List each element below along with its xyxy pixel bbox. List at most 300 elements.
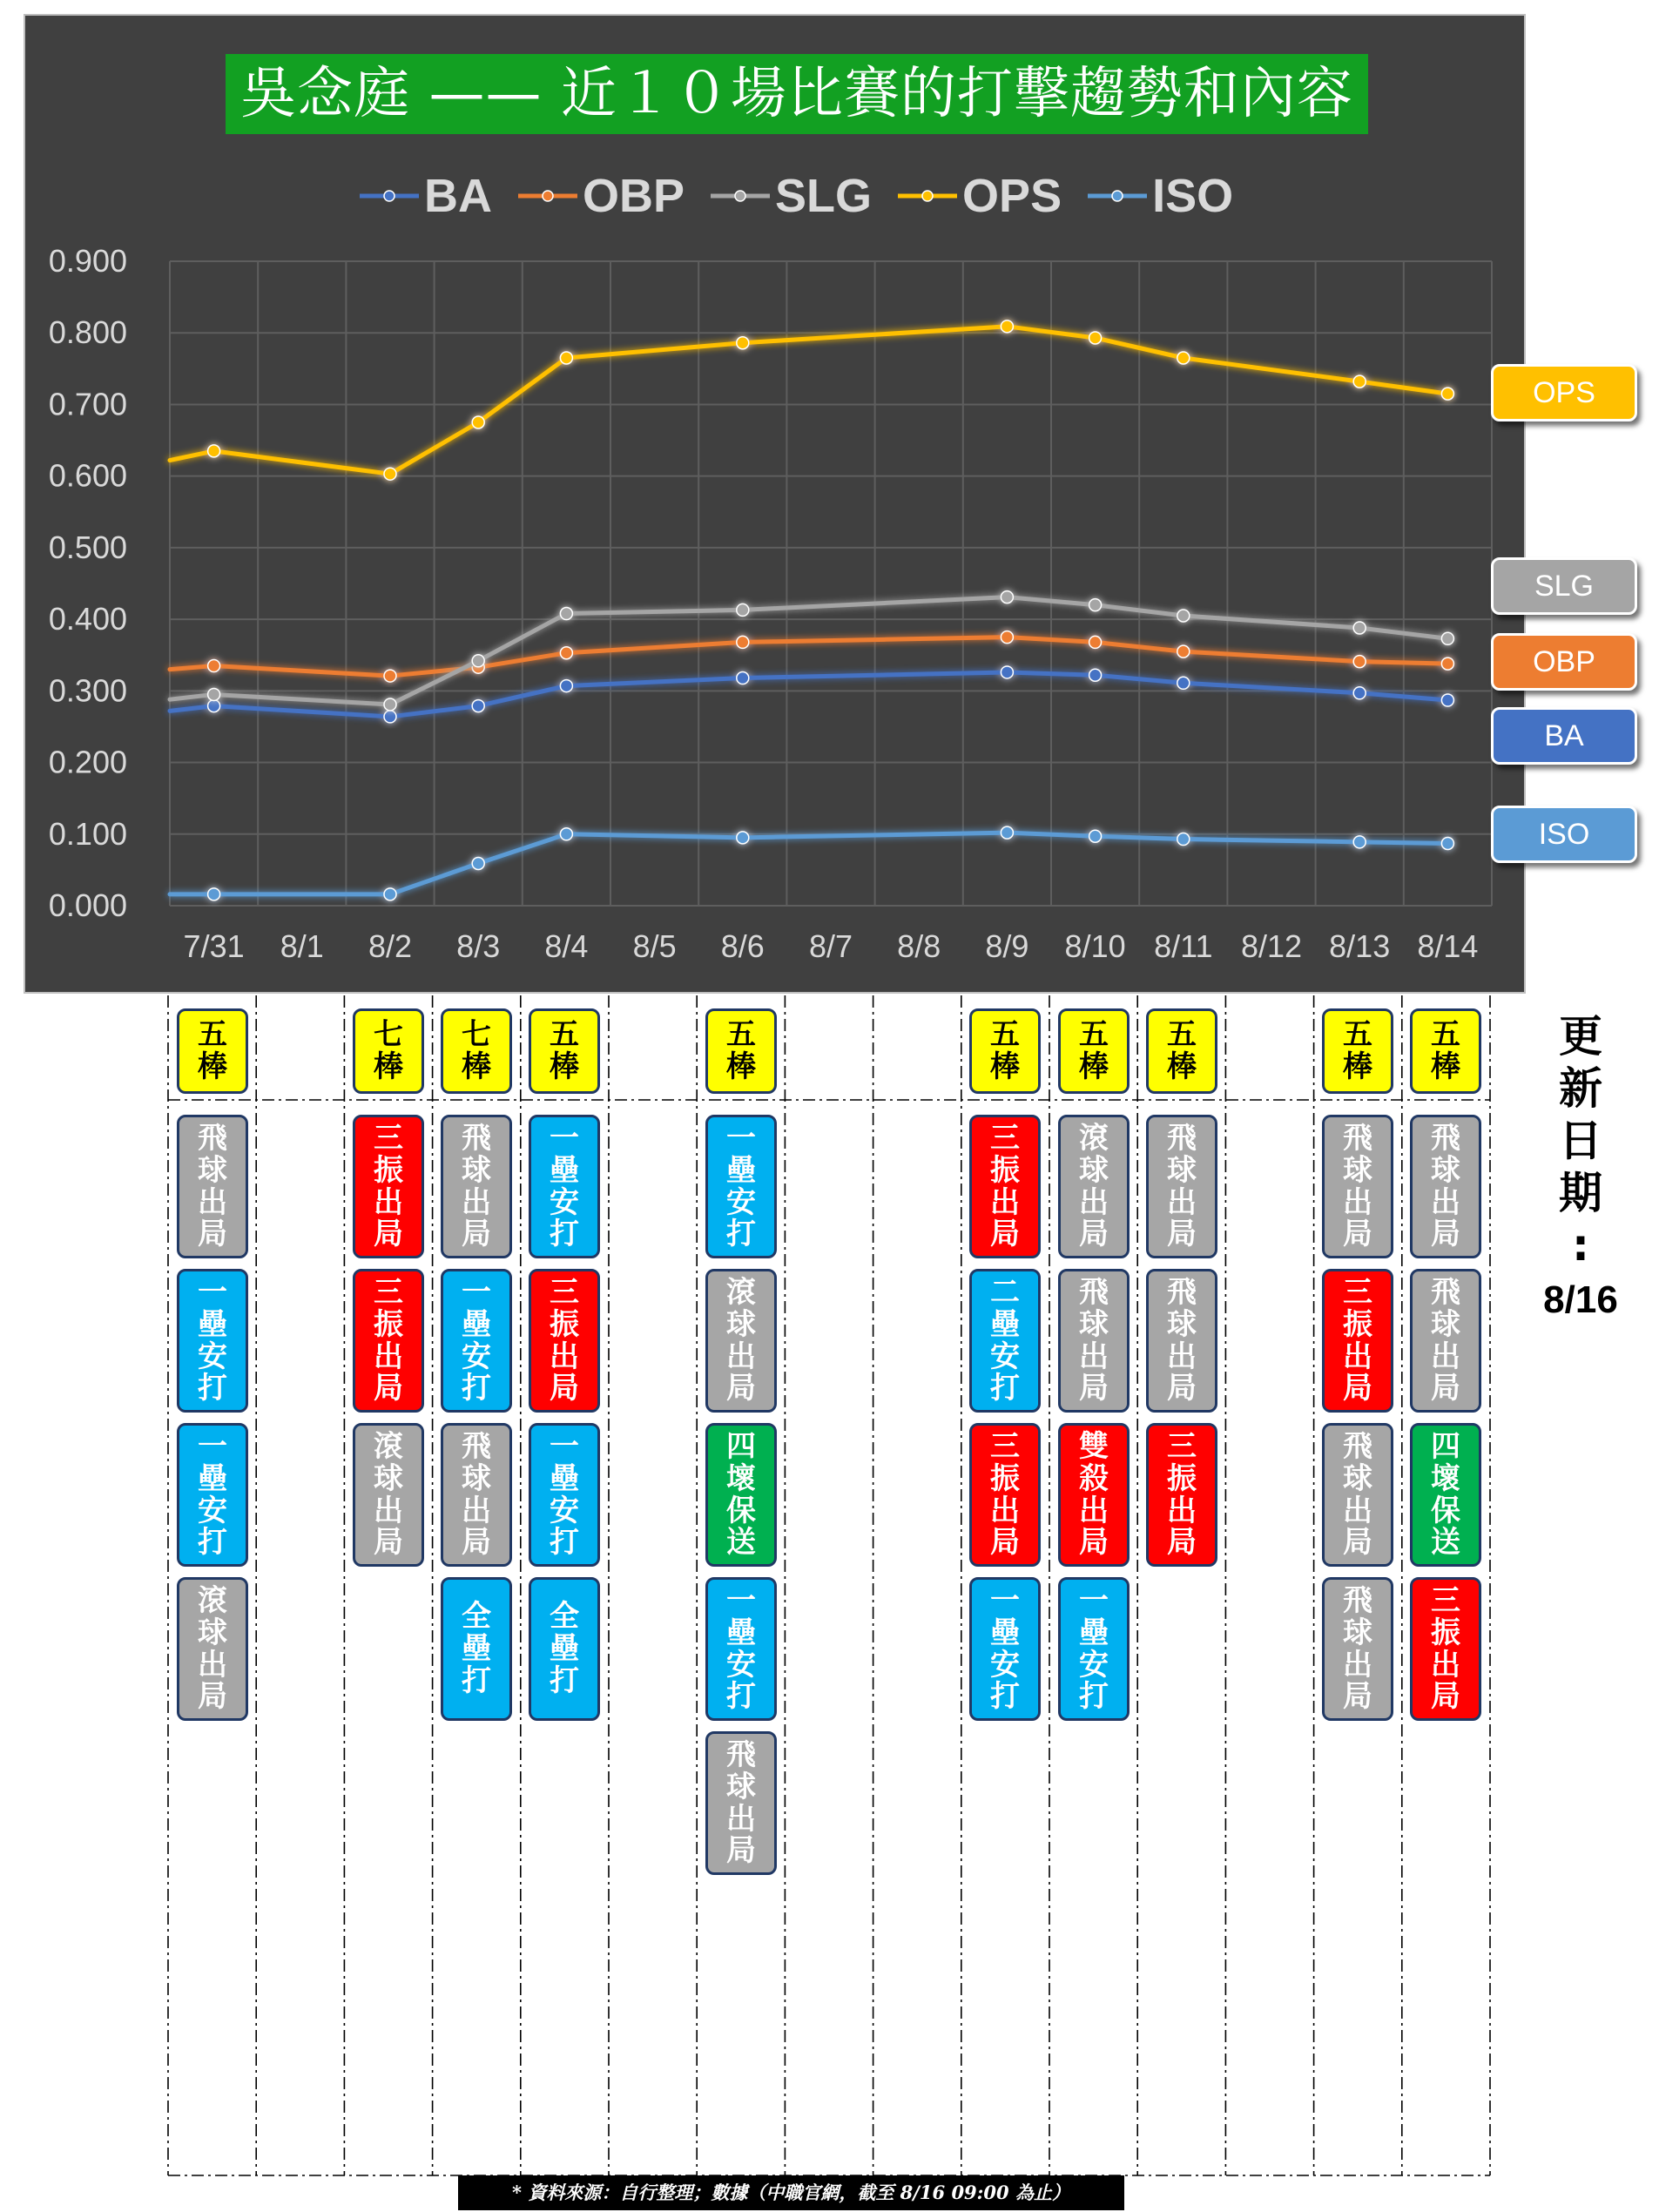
x-tick-label: 8/11 [1154,928,1213,964]
glyph: 一 [198,1429,227,1465]
glyph: 球 [726,1306,756,1342]
glyph: 打 [726,1679,756,1715]
legend-swatch [894,187,961,205]
glyph: 滾 [1079,1121,1109,1157]
at-bat-result [177,1577,248,1721]
glyph: 一 [1079,1583,1109,1619]
glyph: 二 [990,1275,1020,1311]
glyph: 滾 [726,1275,756,1311]
glyph: 飛 [1431,1121,1460,1157]
glyph: 局 [462,1217,491,1252]
series-line-ops [170,327,1447,474]
series-line-obp [170,637,1447,676]
data-point [737,636,749,648]
glyph: 五 [550,1017,579,1053]
glyph: 三 [1167,1429,1197,1465]
glyph: 球 [1431,1306,1460,1342]
glyph: 五 [1343,1017,1372,1053]
glyph: 出 [462,1184,491,1220]
end-label-ba: BA [1491,707,1637,765]
glyph: 打 [198,1525,227,1561]
glyph: 出 [198,1647,227,1683]
legend-swatch [515,187,581,205]
glyph: 局 [198,1217,227,1252]
glyph: 局 [990,1217,1020,1252]
glyph: 壘 [1079,1615,1109,1650]
legend-item-ops [894,169,1062,223]
x-tick-label: 8/3 [456,928,501,964]
data-point [208,700,220,712]
glyph: 送 [1431,1525,1460,1561]
legend-swatch [356,187,422,205]
glyph: 打 [1079,1679,1109,1715]
data-point [384,711,396,723]
glyph: 飛 [462,1429,491,1465]
at-bat-result [1146,1115,1217,1258]
glyph: 局 [1167,1371,1197,1406]
data-point [1089,332,1102,344]
glyph: 打 [990,1679,1020,1715]
at-bat-result [353,1423,424,1567]
at-bat-result [705,1577,777,1721]
glyph: 出 [1343,1184,1372,1220]
glyph: 棒 [990,1049,1020,1084]
series-ops [170,320,1453,480]
glyph: 局 [374,1371,403,1406]
glyph: 出 [374,1493,403,1528]
glyph: 三 [990,1121,1020,1157]
legend-item-slg [707,169,872,223]
data-point [1441,658,1453,670]
glyph: 棒 [198,1049,227,1084]
end-label-slg: SLG [1491,557,1637,615]
glyph: 滾 [198,1583,227,1619]
chart-panel [24,14,1526,994]
end-label-obp: OBP [1491,633,1637,691]
end-label-ops: OPS [1491,364,1637,421]
y-tick-label: 0.100 [48,815,127,852]
legend-swatch [707,187,773,205]
glyph: 局 [1343,1525,1372,1561]
data-point [737,337,749,349]
glyph: 棒 [462,1049,491,1084]
glyph: 打 [990,1371,1020,1406]
batting-slot-badge [529,1008,600,1094]
x-tick-label: 8/8 [897,928,941,964]
glyph: 三 [374,1275,403,1311]
glyph: 局 [374,1525,403,1561]
at-bat-result [705,1423,777,1567]
glyph: 七 [374,1017,403,1053]
at-bat-result [1058,1115,1130,1258]
at-bat-result [1410,1423,1481,1567]
at-bat-result [353,1115,424,1258]
glyph: 局 [1079,1371,1109,1406]
at-bat-result [1410,1115,1481,1258]
batting-slot-badge [1058,1008,1130,1094]
glyph: 出 [1167,1184,1197,1220]
glyph: 振 [374,1152,403,1188]
data-point [1001,320,1013,333]
glyph: 球 [1343,1152,1372,1188]
glyph: 球 [1167,1306,1197,1342]
glyph: 出 [1167,1493,1197,1528]
glyph: 局 [1343,1371,1372,1406]
glyph: 飛 [1431,1275,1460,1311]
glyph: 四 [726,1429,756,1465]
data-point [560,608,572,620]
glyph: 球 [1079,1306,1109,1342]
glyph: 飛 [462,1121,491,1157]
glyph: 滾 [374,1429,403,1465]
legend-swatch [1084,187,1150,205]
glyph: 局 [374,1217,403,1252]
glyph: 局 [550,1371,579,1406]
x-tick-label: 8/1 [280,928,324,964]
legend-label: BA [424,170,492,222]
batting-slot-badge [705,1008,777,1094]
series-line-ba [170,672,1447,717]
x-tick-label: 7/31 [183,928,245,964]
glyph: 安 [550,1493,579,1528]
legend-item-ba [356,169,492,223]
at-bat-result [529,1423,600,1567]
series-line-iso [170,833,1447,894]
glyph: 四 [1431,1429,1460,1465]
glyph: 五 [198,1017,227,1053]
data-point [208,445,220,457]
glyph: 振 [990,1152,1020,1188]
at-bat-result [705,1115,777,1258]
glyph: 棒 [1343,1049,1372,1084]
at-bat-result [969,1115,1041,1258]
glyph: 三 [990,1429,1020,1465]
glyph: 棒 [1079,1049,1109,1084]
glyph: 壞 [726,1460,756,1496]
at-bat-result [441,1115,512,1258]
at-bat-result [705,1731,777,1875]
data-point [1177,352,1190,364]
glyph: 球 [1343,1615,1372,1650]
data-point [472,416,484,428]
legend-label: SLG [775,170,873,222]
at-bat-result [969,1423,1041,1567]
glyph: 局 [1167,1525,1197,1561]
glyph: 出 [726,1339,756,1374]
batting-slot-badge [969,1008,1041,1094]
glyph: 振 [1167,1460,1197,1496]
glyph: 出 [1079,1184,1109,1220]
x-tick-label: 8/5 [632,928,677,964]
glyph: 一 [990,1583,1020,1619]
glyph: 局 [1343,1679,1372,1715]
glyph: 壘 [550,1152,579,1188]
batting-slot-badge [1146,1008,1217,1094]
glyph: 出 [1343,1493,1372,1528]
y-tick-label: 0.600 [48,457,127,494]
legend-item-iso [1084,169,1233,223]
at-bat-result [353,1269,424,1413]
glyph: 打 [550,1525,579,1561]
source-note: * 資料來源：自行整理；數據（中職官網，截至 8/16 09:00 為止） [458,2175,1124,2210]
glyph: 壘 [462,1631,491,1667]
data-point [208,688,220,700]
glyph: 保 [1431,1493,1460,1528]
data-point [1001,631,1013,644]
glyph: 三 [1431,1583,1460,1619]
data-point [1089,669,1102,681]
at-bat-result [1058,1577,1130,1721]
at-bat-result [1410,1269,1481,1413]
data-point [560,680,572,692]
glyph: 三 [374,1121,403,1157]
update-label-glyph: 期 [1559,1168,1602,1218]
glyph: 壘 [198,1460,227,1496]
glyph: 局 [1079,1217,1109,1252]
at-bat-result [969,1577,1041,1721]
at-bat-result [1058,1269,1130,1413]
glyph: 出 [726,1801,756,1837]
data-point [384,888,396,900]
data-point [1089,830,1102,842]
y-tick-label: 0.300 [48,672,127,709]
glyph: 振 [990,1460,1020,1496]
glyph: 局 [198,1679,227,1715]
glyph: 球 [462,1460,491,1496]
glyph: 出 [198,1184,227,1220]
glyph: 球 [1343,1460,1372,1496]
glyph: 壘 [990,1306,1020,1342]
glyph: 局 [990,1525,1020,1561]
glyph: 出 [462,1493,491,1528]
x-tick-label: 8/4 [544,928,589,964]
line-chart [25,16,1527,995]
data-point [472,655,484,667]
glyph: 殺 [1079,1460,1109,1496]
glyph: 五 [990,1017,1020,1053]
glyph: 局 [1431,1679,1460,1715]
glyph: 出 [374,1339,403,1374]
data-point [1441,837,1453,849]
x-tick-label: 8/2 [368,928,413,964]
glyph: 雙 [1079,1429,1109,1465]
glyph: 打 [462,1662,491,1698]
glyph: 出 [550,1339,579,1374]
data-point [1177,610,1190,622]
glyph: 飛 [198,1121,227,1157]
glyph: 局 [1431,1217,1460,1252]
y-tick-label: 0.000 [48,887,127,923]
glyph: 出 [1343,1339,1372,1374]
data-point [384,698,396,711]
data-point [737,832,749,844]
at-bat-result [177,1269,248,1413]
data-point [1441,694,1453,706]
glyph: 安 [990,1339,1020,1374]
glyph: 三 [1343,1275,1372,1311]
glyph: 三 [550,1275,579,1311]
x-tick-label: 8/7 [808,928,853,964]
batting-slot-badge [353,1008,424,1094]
glyph: 出 [1079,1493,1109,1528]
glyph: 球 [462,1152,491,1188]
glyph: 出 [990,1493,1020,1528]
glyph: 送 [726,1525,756,1561]
glyph: 出 [1431,1339,1460,1374]
series-slg [170,591,1453,711]
glyph: 安 [550,1184,579,1220]
at-bat-result [1058,1423,1130,1567]
x-tick-label: 8/10 [1064,928,1126,964]
update-label-glyph: 日 [1559,1116,1602,1166]
at-bat-result [529,1115,600,1258]
glyph: 棒 [550,1049,579,1084]
y-tick-label: 0.500 [48,529,127,565]
glyph: 打 [550,1662,579,1698]
glyph: 壘 [198,1306,227,1342]
at-bat-result [1146,1423,1217,1567]
glyph: 出 [1431,1647,1460,1683]
data-point [1001,826,1013,839]
glyph: 安 [990,1647,1020,1683]
at-bat-result [1146,1269,1217,1413]
data-point [1441,388,1453,400]
glyph: 出 [1343,1647,1372,1683]
series-obp [170,631,1453,682]
data-point [1089,636,1102,648]
glyph: 局 [1343,1217,1372,1252]
data-point [1353,622,1366,634]
data-point [208,888,220,900]
y-tick-label: 0.200 [48,744,127,780]
at-bat-result [705,1269,777,1413]
glyph: 七 [462,1017,491,1053]
glyph: 局 [1431,1371,1460,1406]
glyph: 安 [1079,1647,1109,1683]
glyph: 打 [462,1371,491,1406]
data-point [1177,645,1190,658]
glyph: 飛 [1167,1121,1197,1157]
glyph: 壘 [726,1152,756,1188]
glyph: 壘 [550,1460,579,1496]
glyph: 球 [198,1615,227,1650]
glyph: 振 [374,1306,403,1342]
glyph: 棒 [1431,1049,1460,1084]
data-point [208,660,220,672]
at-bat-result [529,1577,600,1721]
glyph: 出 [374,1184,403,1220]
glyph: 安 [726,1647,756,1683]
glyph: 一 [550,1121,579,1157]
batting-slot-badge [1322,1008,1393,1094]
glyph: 打 [726,1217,756,1252]
chart-title: 吳念庭 —— 近１０場比賽的打擊趨勢和內容 [226,54,1368,134]
x-tick-label: 8/14 [1417,928,1479,964]
glyph: 全 [462,1599,491,1635]
glyph: 局 [1079,1525,1109,1561]
y-tick-label: 0.800 [48,314,127,351]
glyph: 球 [1079,1152,1109,1188]
at-bat-result [1322,1269,1393,1413]
glyph: 局 [462,1525,491,1561]
glyph: 棒 [374,1049,403,1084]
data-point [1089,599,1102,611]
batting-slot-badge [1410,1008,1481,1094]
glyph: 棒 [726,1049,756,1084]
at-bat-result [441,1577,512,1721]
glyph: 五 [1167,1017,1197,1053]
update-label-glyph: 更 [1559,1011,1602,1062]
data-point [737,672,749,685]
at-bat-result [969,1269,1041,1413]
legend-item-obp [515,169,685,223]
update-label [1550,1010,1611,1271]
glyph: 出 [990,1184,1020,1220]
data-point [560,352,572,364]
x-tick-label: 8/6 [720,928,765,964]
glyph: 安 [198,1493,227,1528]
at-bat-result [1322,1577,1393,1721]
glyph: 打 [198,1371,227,1406]
data-point [1001,666,1013,678]
glyph: 球 [726,1769,756,1804]
glyph: 棒 [1167,1049,1197,1084]
data-point [560,828,572,840]
glyph: 安 [726,1184,756,1220]
batting-slot-badge [177,1008,248,1094]
glyph: 飛 [1079,1275,1109,1311]
data-point [1001,591,1013,604]
data-point [1353,375,1366,388]
batting-slot-badge [441,1008,512,1094]
chart-legend [356,165,1233,226]
glyph: 壘 [726,1615,756,1650]
x-tick-label: 8/13 [1329,928,1391,964]
glyph: 球 [1431,1152,1460,1188]
at-bat-result [1410,1577,1481,1721]
glyph: 壘 [550,1631,579,1667]
glyph: 球 [1167,1152,1197,1188]
glyph: 局 [1167,1217,1197,1252]
x-tick-label: 8/9 [985,928,1029,964]
glyph: 安 [198,1339,227,1374]
glyph: 球 [198,1152,227,1188]
glyph: 飛 [726,1737,756,1773]
glyph: 一 [726,1121,756,1157]
at-bat-result [177,1423,248,1567]
glyph: 安 [462,1339,491,1374]
at-bat-result [1322,1115,1393,1258]
legend-label: ISO [1152,170,1234,222]
data-point [1353,656,1366,668]
legend-label: OBP [583,170,685,222]
glyph: 飛 [1343,1583,1372,1619]
glyph: 振 [1343,1306,1372,1342]
data-point [384,468,396,480]
data-point [472,700,484,712]
end-label-iso: ISO [1491,806,1637,863]
data-point [737,604,749,616]
at-bat-result [441,1423,512,1567]
glyph: 一 [462,1275,491,1311]
y-tick-label: 0.700 [48,386,127,422]
data-point [1177,833,1190,846]
glyph: 壘 [462,1306,491,1342]
glyph: 振 [1431,1615,1460,1650]
glyph: 振 [550,1306,579,1342]
update-label-glyph: 新 [1559,1063,1602,1114]
glyph: 一 [198,1275,227,1311]
